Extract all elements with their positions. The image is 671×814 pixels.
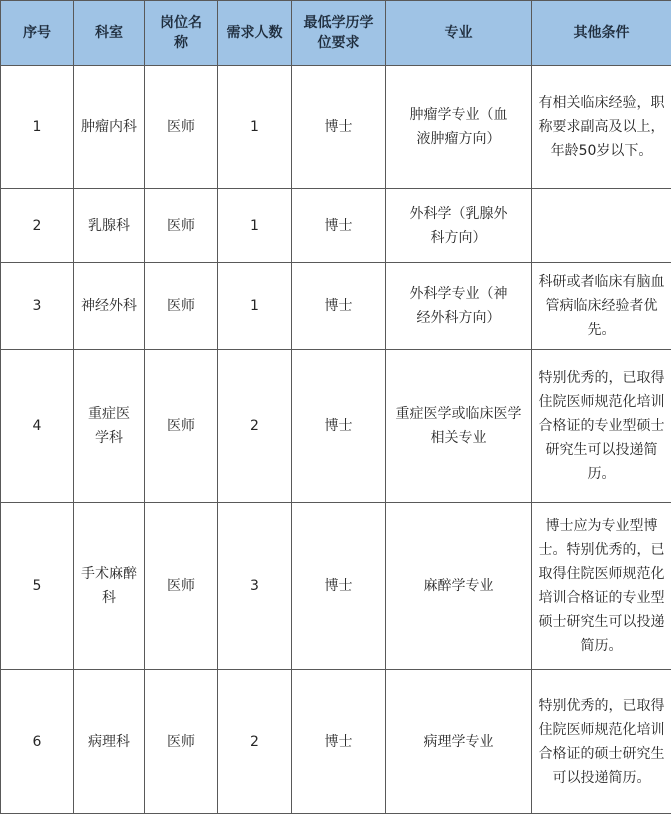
cell-count: 1 [218,263,292,350]
cell-dept: 手术麻醉科 [74,503,145,670]
header-row [1,1,671,66]
cell-major: 病理学专业 [386,670,532,814]
cell-count: 1 [218,66,292,189]
cell-dept: 肿瘤内科 [74,66,145,189]
table-row [1,263,671,350]
cell-major: 外科学专业（神经外科方向） [386,263,532,350]
cell-major: 重症医学或临床医学相关专业 [386,350,532,503]
cell-dept: 重症医学科 [74,350,145,503]
cell-position: 医师 [145,66,218,189]
cell-seq: 5 [1,503,74,670]
header-count: 需求人数 [218,1,292,66]
cell-education: 博士 [292,66,386,189]
cell-education: 博士 [292,263,386,350]
cell-education: 博士 [292,350,386,503]
cell-major: 肿瘤学专业（血液肿瘤方向） [386,66,532,189]
cell-count: 3 [218,503,292,670]
table-row [1,503,671,670]
table-row [1,670,671,814]
cell-seq: 3 [1,263,74,350]
cell-position: 医师 [145,263,218,350]
cell-count: 2 [218,350,292,503]
cell-seq: 1 [1,66,74,189]
cell-dept: 乳腺科 [74,189,145,263]
header-position: 岗位名称 [145,1,218,66]
cell-position: 医师 [145,189,218,263]
cell-dept: 神经外科 [74,263,145,350]
cell-position: 医师 [145,503,218,670]
header-major: 专业 [386,1,532,66]
table-row [1,189,671,263]
header-seq: 序号 [1,1,74,66]
cell-dept: 病理科 [74,670,145,814]
cell-conditions: 有相关临床经验，职称要求副高及以上，年龄50岁以下。 [532,66,671,189]
cell-seq: 2 [1,189,74,263]
cell-major: 麻醉学专业 [386,503,532,670]
cell-count: 2 [218,670,292,814]
cell-major: 外科学（乳腺外科方向） [386,189,532,263]
header-education: 最低学历学位要求 [292,1,386,66]
cell-seq: 4 [1,350,74,503]
cell-conditions: 特别优秀的，已取得住院医师规范化培训合格证的硕士研究生可以投递简历。 [532,670,671,814]
cell-conditions: 博士应为专业型博士。特别优秀的，已取得住院医师规范化培训合格证的专业型硕士研究生可以投递简历。 [532,503,671,670]
cell-seq: 6 [1,670,74,814]
cell-position: 医师 [145,670,218,814]
cell-position: 医师 [145,350,218,503]
header-conditions: 其他条件 [532,1,671,66]
cell-education: 博士 [292,189,386,263]
cell-conditions [532,189,671,263]
header-dept: 科室 [74,1,145,66]
cell-education: 博士 [292,670,386,814]
cell-education: 博士 [292,503,386,670]
cell-conditions: 科研或者临床有脑血管病临床经验者优先。 [532,263,671,350]
table-row [1,350,671,503]
cell-conditions: 特别优秀的，已取得住院医师规范化培训合格证的专业型硕士研究生可以投递简历。 [532,350,671,503]
cell-count: 1 [218,189,292,263]
table-row [1,66,671,189]
